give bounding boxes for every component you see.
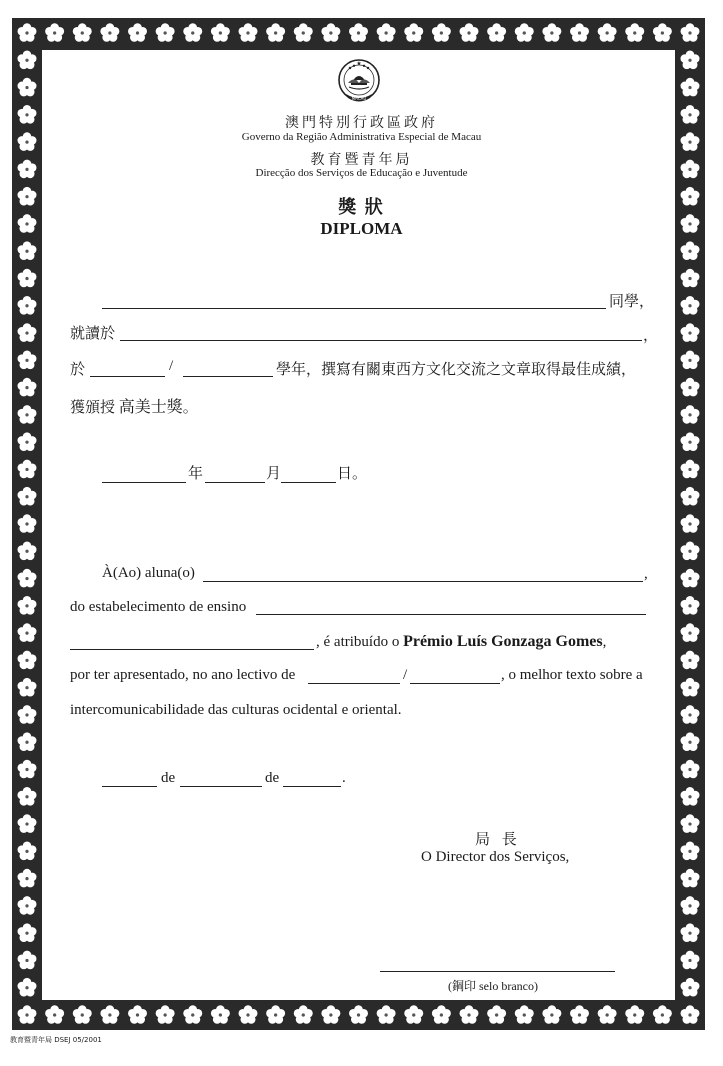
seal-note: (鋼印 selo branco) <box>448 979 538 993</box>
award-prefix-zh: 獲頒授 <box>70 400 116 416</box>
year-start-line-pt <box>308 683 400 684</box>
award-end-zh: 。 <box>182 400 198 416</box>
year-end-line-pt <box>410 683 500 684</box>
date-month-line-pt <box>180 786 262 787</box>
date-day-line-zh <box>281 482 336 483</box>
form-code: 教育暨青年局 DSEJ 05/2001 <box>10 1036 102 1044</box>
presented-text-pt: por ter apresentado, no ano lectivo de <box>70 667 296 683</box>
best-text-pt: , o melhor texto sobre a <box>501 667 643 683</box>
signature-line <box>380 971 615 972</box>
attributed-text-pt: , é atribuído o <box>316 634 400 650</box>
date-end-pt: . <box>342 770 346 786</box>
department-name-pt: Direcção dos Serviços de Educação e Juventude <box>255 167 468 179</box>
topic-text-pt: intercomunicabilidade das culturas ocidental e oriental. <box>70 702 402 718</box>
award-name-pt: Prémio Luís Gonzaga Gomes <box>403 633 603 650</box>
student-prefix-pt: À(Ao) aluna(o) <box>102 565 195 581</box>
date-month-zh: 月 <box>266 466 282 482</box>
year-slash-pt: / <box>403 667 408 683</box>
director-title-zh: 局 長 <box>475 832 521 848</box>
date-year-line-pt <box>283 786 341 787</box>
award-name-zh: 高美士獎 <box>118 399 183 416</box>
date-day-line-pt <box>102 786 157 787</box>
school-name-line-pt <box>256 614 646 615</box>
government-name-zh: 澳門特別行政區政府 <box>285 116 438 131</box>
year-prefix-zh: 於 <box>70 362 86 378</box>
year-end-line-zh <box>183 376 273 377</box>
diploma-title-en: DIPLOMA <box>320 219 403 238</box>
date-year-line-zh <box>102 482 186 483</box>
date-de1-pt: de <box>161 770 176 786</box>
school-prefix-zh: 就讀於 <box>70 326 116 342</box>
director-title-pt: O Director dos Serviços, <box>421 849 570 865</box>
department-name-zh: 教育暨青年局 <box>310 153 413 168</box>
date-day-zh: 日。 <box>337 466 368 482</box>
emblem-label: MACAU <box>351 96 367 102</box>
date-year-zh: 年 <box>188 466 204 482</box>
award-end-pt: , <box>602 634 607 650</box>
school-prefix-pt: do estabelecimento de ensino <box>70 599 247 615</box>
student-suffix-zh: 同學， <box>609 294 655 310</box>
date-de2-pt: de <box>265 770 280 786</box>
year-text-zh: 學年，撰寫有關東西方文化交流之文章取得最佳成績， <box>276 362 637 378</box>
school-end-zh: ， <box>643 328 659 344</box>
date-month-line-zh <box>205 482 265 483</box>
student-name-line-zh <box>102 308 606 309</box>
award-line-pt <box>316 633 606 651</box>
school-name-line2-pt <box>70 649 314 650</box>
school-name-line-zh <box>120 340 642 341</box>
diploma-title-zh: 獎 狀 <box>338 197 385 217</box>
macau-emblem-icon <box>332 56 386 106</box>
year-slash-zh: / <box>169 358 174 374</box>
award-line-zh <box>70 394 198 417</box>
student-name-line-pt <box>203 581 643 582</box>
student-end-pt: , <box>644 566 648 582</box>
year-start-line-zh <box>90 376 165 377</box>
government-name-pt: Governo da Região Administrativa Especial de Macau <box>241 131 482 143</box>
